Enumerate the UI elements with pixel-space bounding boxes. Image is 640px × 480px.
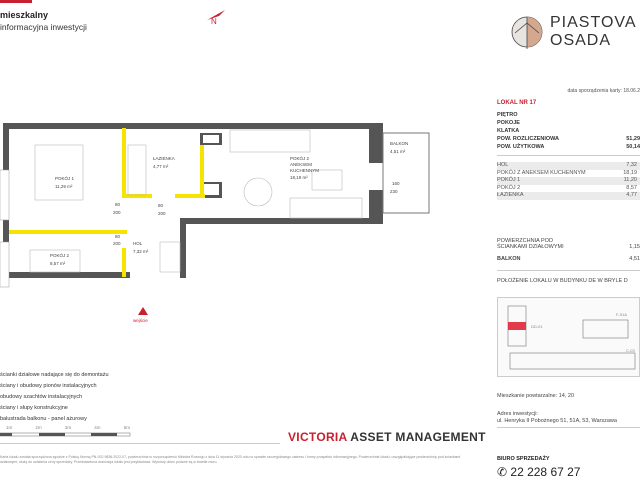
room-area-label: 8,57 m² — [50, 261, 66, 266]
door-dim: 80 — [115, 202, 121, 207]
north-arrow-icon — [205, 4, 229, 26]
room-label: POKÓJ 2 — [290, 156, 310, 161]
entrance-arrow-icon — [138, 307, 148, 315]
room-area-label: 11,29 m² — [55, 184, 73, 189]
table-row — [497, 185, 640, 193]
door-dim: 200 — [158, 211, 166, 216]
partition-value: 1,15 — [629, 244, 640, 250]
legend — [0, 370, 109, 425]
phone-icon: ✆ — [497, 465, 508, 479]
phone-text[interactable]: 22 228 67 27 — [510, 465, 581, 479]
map-label: F-51A — [616, 312, 627, 317]
unit-highlight — [508, 322, 526, 330]
room-label: ANEKSEM — [290, 162, 313, 167]
room-label: ŁAZIENKA — [153, 156, 175, 161]
divider — [497, 155, 640, 156]
room-area: 11,20 — [623, 177, 637, 183]
partition-label: POWIERZCHNIA POD — [497, 238, 553, 244]
sales-office-label: BIURO SPRZEDAŻY — [497, 456, 550, 462]
scale-bar — [0, 432, 132, 438]
window-dim: 160 — [392, 181, 400, 186]
divider — [497, 270, 640, 271]
room-area-label: 4,77 m² — [153, 164, 169, 169]
floor-plan — [0, 120, 440, 360]
room-area-label: 4,51 m² — [390, 149, 406, 154]
table-row — [497, 177, 640, 185]
logo — [510, 14, 637, 50]
info-label: PIĘTRO — [497, 112, 518, 118]
legend-item: ściany i obudowy pionów instalacyjnych — [0, 383, 97, 389]
info-label: POKOJE — [497, 120, 520, 126]
info-value: 50,14 — [626, 144, 640, 150]
partition-label-2: ŚCIANKAMI DZIAŁOWYMI — [497, 244, 564, 250]
header-accent-bar — [0, 0, 32, 3]
date-label: data sporządzenia karty: 18.06.2 — [567, 88, 640, 94]
table-row — [497, 170, 640, 178]
balcony-label: BALKON — [497, 256, 521, 262]
unit-number: LOKAL NR 17 — [497, 100, 537, 106]
building-location-map — [497, 297, 640, 377]
page-subtitle: informacyjna inwestycji — [0, 22, 87, 32]
info-label: POW. ROZLICZENIOWA — [497, 136, 560, 142]
logo-line2: OSADA — [550, 32, 612, 49]
room-area-label: 18,19 m² — [290, 175, 308, 180]
rooms-table — [497, 162, 640, 200]
info-value: 51,29 — [626, 136, 640, 142]
window-dim: 230 — [390, 189, 398, 194]
door-dim: 200 — [113, 241, 121, 246]
door-dim: 200 — [113, 210, 121, 215]
scale-label: 4m — [94, 425, 101, 430]
entrance-label: wejście — [133, 318, 148, 323]
room-label: KUCHENNYM — [290, 168, 320, 173]
unit-info — [497, 112, 640, 159]
table-row — [497, 192, 640, 200]
scale-label: 1m — [6, 425, 13, 430]
room-label: POKÓJ 1 — [55, 176, 75, 181]
room-name: ŁAZIENKA — [497, 192, 524, 198]
room-label: BALKON — [390, 141, 409, 146]
legend-item: obudowy szachtów instalacyjnych — [0, 394, 83, 400]
page-title: mieszkalny — [0, 10, 49, 20]
room-area: 7,32 — [626, 162, 637, 168]
table-row — [497, 162, 640, 170]
brand-rest: ASSET MANAGEMENT — [347, 430, 486, 444]
phone-number[interactable] — [497, 465, 580, 479]
scale-label: 2m — [35, 425, 42, 430]
room-area: 4,77 — [626, 192, 637, 198]
info-label: POW. UŻYTKOWA — [497, 144, 545, 150]
footer-disclaimer: Karta lokalu została sporządzona zgodnie z Polską Normą PN-ISO 9836:2022-07, powierzchnia w rozporządzeniu Ministra Rozwoju z dnia 11 stycznia 2020 roku w sprawie szczegółowego zakresu i formy prospektu informacyjnego. Powierzchnie lokalu, uwzględniające powierzchnię pod ściankami działowymi, służą do ustalenia ceny sprzedaży. Przedstawiona aranżacja lokalu jest przykładowa. Wymiary okien podane są w świetle muru. — [0, 455, 461, 464]
logo-house-icon — [510, 15, 544, 49]
brand-logo — [288, 430, 486, 444]
svg-text:N: N — [211, 17, 217, 26]
map-label: C-03 — [626, 348, 635, 353]
logo-line1: PIASTOVA — [550, 14, 637, 31]
room-name: POKÓJ Z ANEKSEM KUCHENNYM — [497, 169, 586, 176]
legend-item: ściany i słupy konstrukcyjne — [0, 405, 68, 411]
balcony-value: 4,51 — [629, 256, 640, 262]
repeat-units: Mieszkanie powtarzalne: 14, 20 — [497, 393, 575, 399]
info-label: KLATKA — [497, 128, 520, 134]
divider — [0, 443, 280, 444]
room-name: HOL — [497, 162, 509, 168]
room-area: 8,57 — [626, 184, 637, 191]
room-name: POKÓJ 2 — [497, 184, 521, 191]
legend-item: balustrada balkonu - panel ażurowy — [0, 416, 87, 422]
scale-labels — [0, 425, 130, 430]
door-dim: 80 — [115, 234, 121, 239]
legend-item: ścianki działowe nadające się do demontażu — [0, 372, 109, 378]
extra-areas — [497, 238, 640, 274]
room-area-label: 7,32 m² — [133, 249, 149, 254]
room-area: 18,19 — [623, 169, 637, 176]
address-label: Adres inwestycji: — [497, 411, 538, 417]
map-label: DD-01 — [531, 324, 543, 329]
room-label: HOL — [133, 241, 143, 246]
address: ul. Henryka II Pobożnego 51, 51A, 53, Warszawa — [497, 418, 617, 424]
brand-red: VICTORIA — [288, 430, 348, 444]
scale-label: 3m — [64, 425, 72, 430]
door-dim: 80 — [158, 203, 164, 208]
divider — [497, 427, 640, 428]
room-name: POKÓJ 1 — [497, 177, 521, 183]
scale-label: 5m — [123, 425, 130, 430]
room-label: POKÓJ 2 — [50, 253, 70, 258]
location-title: POŁOŻENIE LOKALU W BUDYNKU DE W BRYLE D — [497, 278, 628, 284]
